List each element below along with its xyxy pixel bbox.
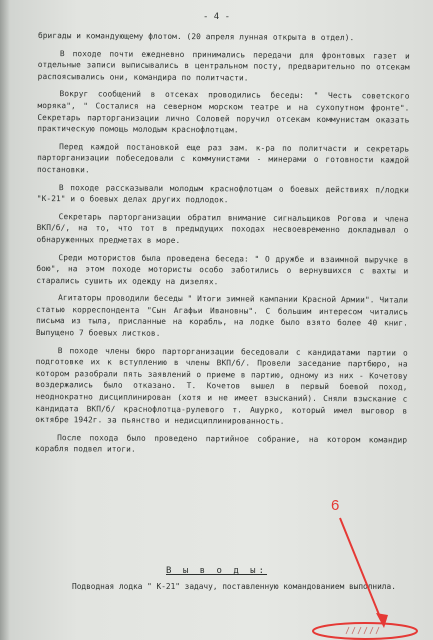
paragraph: В походе члены бюро парторганизации беседовали с кандидатами партии о подготовке их к вступлению в члены ВКП/б/. Провели заседание партбюро, на котором разобрали пять заявлений о приеме в партию, одному из них - Кочетову воздержались было отказано. Т. Кочетов вышел в первый боевой поход, неоднократно дисциплинирован (хотя и не имеет взысканий). Сняли взыскание с кандидата ВКП/б/ краснофлотца-рулевого т. Ашурко, который имел выговор в октябре 1942г. за пьянство и недисциплинированность. (35, 345, 408, 426)
annotation-number: 6 (331, 497, 340, 514)
paragraph: Вокруг сообщений в отсеках проводились беседы: " Честь советского моряка", " Состалися на северном морском театре и на сухопутном фронте". Секретарь парторганизации лично Соловей поручил отсекам коммунистам оказать практическую помощь молодым краснофлотцам. (37, 89, 410, 135)
paragraph: Перед каждой постановкой еще раз зам. к-ра по политчасти и секретарь парторганизации побеседовали с коммунистами - минерами о готовности каждой постановки. (36, 141, 410, 175)
paragraph: В походе рассказывали молодым краснофлотцам о боевых действиях п/лодки "К-21" и о боевых делах других подлодок. (36, 182, 409, 205)
conclusion-text: Подводная лодка " К-21" задачу, поставленную командованием выполнила. (72, 582, 396, 591)
ellipse-scribble-marks (346, 627, 379, 634)
page-number: - 4 - (202, 12, 231, 22)
paragraph: В походе почти ежедневно принимались передачи для фронтовых газет и отдельные записи выписывались в центральном посту, предварительно по отсекам распоясывались они, командира по политчасти. (37, 48, 410, 83)
annotation-arrow-head (376, 613, 388, 628)
paragraph: Агитаторы проводили беседы " Итоги зимней кампании Красной Армии". Читали статью корреспондента "Сын Агафьи Ивановны". С большим интересом читались письма из тыла, присланные на корабль, на лодке было взято более 40 книг. Выпущено 7 боевых листков. (35, 293, 409, 338)
paragraph: Секретарь парторганизации обратил внимание сигнальщиков Рогова и члена ВКП/б/, на то, что тот в предыдущих походах несвоевременно докладывал о обнаруженных предметах в море. (36, 211, 409, 245)
paragraph: бригады и командующему флотом. (20 апреля лунная открыта в отдел). (37, 30, 355, 43)
annotation-arrow-line (340, 518, 382, 622)
paragraph: После похода было проведено партийное собрание, на котором командир корабля подвел итоги. (35, 432, 408, 455)
paragraph: Среди мотористов была проведена беседа: " О дружбе и взаимной выручке в бою", на этом походе мотористы особо заботились о вернувшихся с вахты и старались сушить их одежду на дизелях. (36, 252, 409, 286)
conclusions-heading: В ы в о д ы: (165, 566, 268, 576)
